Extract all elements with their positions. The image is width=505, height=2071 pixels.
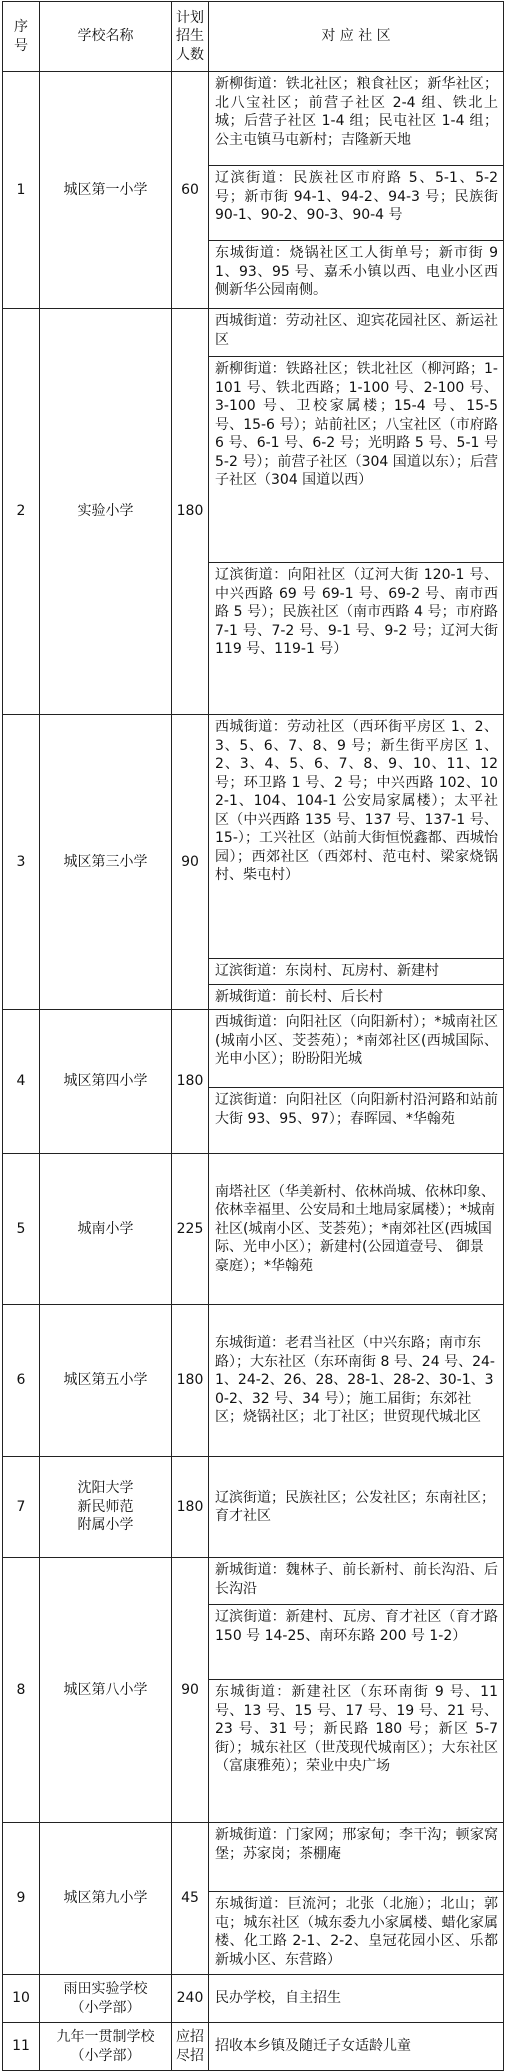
community-segment: 辽滨街道：新建村、瓦房、育才社区（育才路 150 号 14-25、南环东路 200 号 1-2） [209,1605,503,1680]
planned-enrollment: 应招 尽招 [172,2023,209,2071]
community-segment: 东城街道：老君当社区（中兴东路；南市东路）；大东社区（东环南街 8 号、24 号、24-1、24-2、26、28、28-1、28-2、30-1、30-2、32 号、34 号）；施工届街；东郊社区；烧锅社区；北丁社区；世贸现代城北区 [215,1335,495,1426]
table-row [3,72,504,309]
table-row [3,1154,504,1305]
community-segment: 民办学校，自主招生 [215,1990,341,2007]
school-name: 城南小学 [40,1154,172,1305]
community-segment: 西城街道：劳动社区（西环街平房区 1、2、3、5、6、7、8、9 号；新生街平房区 1、2、3、4、5、6、7、8、9、10、11、12 号；环卫路 1 号、2 号；中兴西路 102、102-1、104、104-1 公安局家属楼）；太平社区（中兴西路 135 号、137 号、137-1 号、15-）；工兴社区（站前大街恒悦鑫都、西城怡园）；西郊社区（西郊村、范屯村、梁家烧锅村、柴屯村） [209,715,503,959]
community-segment: 新城街道：魏林子、前长新村、前长沟沿、后长沟沿 [209,1558,503,1605]
school-name: 城区第五小学 [40,1305,172,1457]
planned-enrollment: 60 [172,72,209,309]
table-row [3,2023,504,2071]
community-segment: 西城街道：向阳社区（向阳新村）；*城南社区(城南小区、芠荟苑）；*南郊社区(西城国际、光申小区）；盼盼阳光城 [209,1010,503,1088]
planned-enrollment: 90 [172,1558,209,1823]
table-row [3,1457,504,1558]
table-row [3,1305,504,1457]
row-index: 6 [3,1305,40,1457]
school-name: 城区第四小学 [40,1010,172,1154]
planned-enrollment: 45 [172,1823,209,1975]
table-row [3,309,504,715]
community-segment: 东城街道：烧锅社区工人街单号；新市街 91、93、95 号、嘉禾小镇以西、电业小区西侧新华公园南侧。 [215,245,498,298]
table-row [3,1975,504,2023]
community-cell [209,715,504,1010]
community-cell [209,1975,504,2023]
community-cell [209,1154,504,1305]
community-cell [209,1305,504,1457]
community-cell [209,2023,504,2071]
community-segment: 新柳街道：铁路社区；铁北社区（柳河路；1-101 号、铁北西路；1-100 号、2-100 号、3-100 号、卫校家属楼；15-4 号、15-5 号、15-6 号）；站前社区；八宝社区（市府路 6 号、6-1 号、6-2 号；光明路 5 号、5-1 号 5-2 号）；前营子社区（304 国道以东）；后营子社区（304 国道以西） [209,357,503,563]
school-name: 城区第九小学 [40,1823,172,1975]
community-segment: 新城街道：前长村、后长村 [215,988,383,1005]
school-name: 城区第八小学 [40,1558,172,1823]
table-row [3,1558,504,1823]
row-index: 7 [3,1457,40,1558]
community-segment: 招收本乡镇及随迁子女适龄儿童 [215,2038,411,2055]
header-index: 序 号 [3,2,40,72]
community-segment: 南塔社区（华美新村、依林尚城、依林印象、依林幸福里、公安局和土地局家属楼）；*城南社区(城南小区、芠荟苑）；*南郊社区(西城国际、光申小区）；新建村(公园道壹号、 御景豪庭）；*华翰苑 [215,1183,495,1274]
planned-enrollment: 90 [172,715,209,1010]
school-name: 城区第一小学 [40,72,172,309]
community-segment: 辽滨街道：民族社区市府路 5、5-1、5-2 号；新市街 94-1、94-2、94-3 号；民族街 90-1、90-2、90-3、90-4 号 [209,166,503,241]
planned-enrollment: 180 [172,1305,209,1457]
school-name: 城区第三小学 [40,715,172,1010]
row-index: 2 [3,309,40,715]
planned-enrollment: 180 [172,309,209,715]
school-name: 实验小学 [40,309,172,715]
row-index: 8 [3,1558,40,1823]
school-name: 沈阳大学 新民师范 附属小学 [40,1457,172,1558]
row-index: 10 [3,1975,40,2023]
enrollment-table [2,1,504,2071]
community-segment: 辽滨街道：东岗村、瓦房村、新建村 [209,959,503,985]
community-cell [209,1558,504,1823]
community-cell [209,1010,504,1154]
school-name: 九年一贯制学校 （小学部） [40,2023,172,2071]
community-cell [209,309,504,715]
planned-enrollment: 240 [172,1975,209,2023]
community-segment: 辽滨街道：向阳社区（向阳新村沿河路和站前大街 93、95、97）；春晖园、*华翰苑 [215,1092,498,1127]
community-segment: 新城街道：门家网；邢家甸；李干沟；顿家窝堡；苏家岗；茶棚庵 [209,1823,503,1892]
community-segment: 东城街道：新建社区（东环南街 9 号、11 号、13 号、15 号、17 号、19 号、21 号、23 号、31 号；新民路 180 号；新区 5-7 街）；城东社区（世茂现代城南区）；大东社区（富康雅苑）；荣业中央广场 [215,1684,498,1774]
planned-enrollment: 225 [172,1154,209,1305]
community-cell [209,1823,504,1975]
community-cell [209,72,504,309]
community-cell [209,1457,504,1558]
header-school-name: 学校名称 [40,2,172,72]
community-segment: 东城街道：巨流河；北张（北施）；北山；郭屯；城东社区（城东委九小家属楼、蜡化家属楼、化工路 2-1、2-2、皇冠花园小区、乐都新城小区、东营路） [215,1896,498,1968]
community-segment: 辽滨街道：向阳社区（辽河大街 120-1 号、中兴西路 69 号 69-1 号、69-2 号、南市西路 5 号）；民族社区（南市西路 4 号；市府路 7-1 号、7-2 号、9-1 号、9-2 号；辽河大街 119 号、119-1 号） [215,567,498,657]
row-index: 11 [3,2023,40,2071]
row-index: 5 [3,1154,40,1305]
table-header-row [3,2,504,72]
table-row [3,1010,504,1154]
school-name: 雨田实验学校 （小学部） [40,1975,172,2023]
row-index: 9 [3,1823,40,1975]
row-index: 3 [3,715,40,1010]
row-index: 4 [3,1010,40,1154]
planned-enrollment: 180 [172,1010,209,1154]
planned-enrollment: 180 [172,1457,209,1558]
community-segment: 辽滨街道；民族社区；公发社区；东南社区；育才社区 [215,1489,495,1524]
row-index: 1 [3,72,40,309]
header-planned-enrollment: 计划 招生 人数 [172,2,209,72]
table-row [3,715,504,1010]
header-communities: 对 应 社 区 [209,2,504,72]
community-segment: 新柳街道：铁北社区；粮食社区；新华社区；北八宝社区；前营子社区 2-4 组、铁北上城；后营子社区 1-4 组；民屯社区 1-4 组；公主屯镇马屯新村；吉隆新天地 [209,72,503,166]
table-row [3,1823,504,1975]
community-segment: 西城街道：劳动社区、迎宾花园社区、新运社区 [209,309,503,357]
